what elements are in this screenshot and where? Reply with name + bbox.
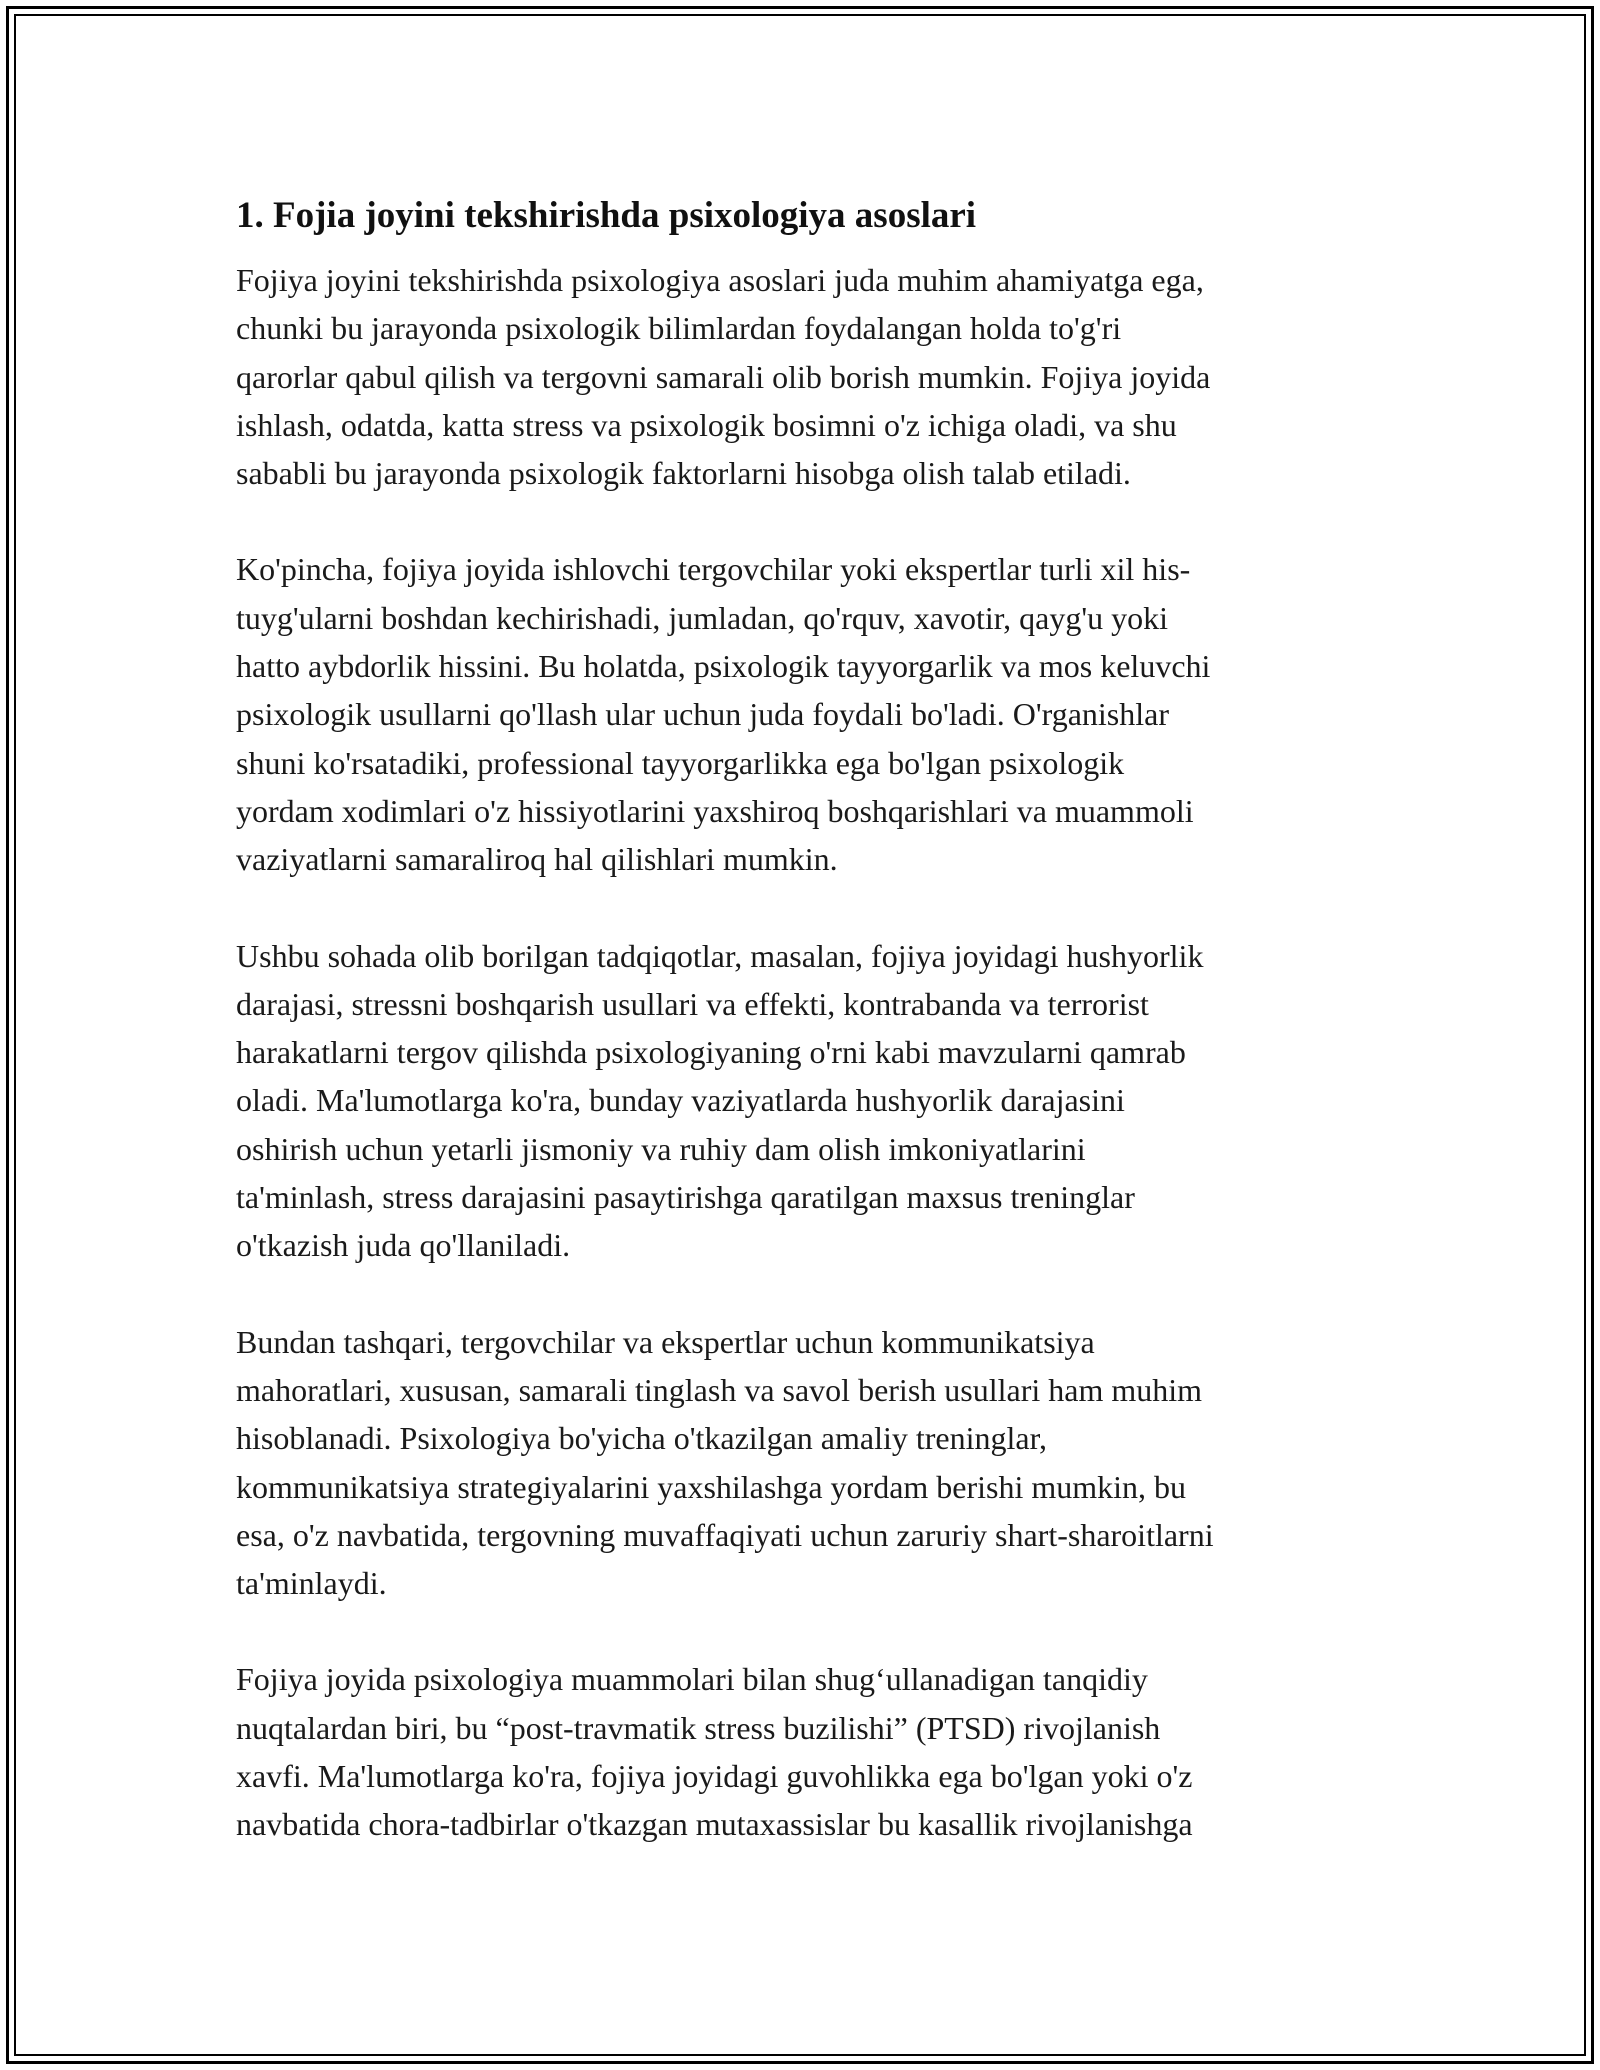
- text-line: o'tkazish juda qo'llaniladi.: [236, 1227, 571, 1264]
- text-line: esa, o'z navbatida, tergovning muvaffaqiyati uchun zaruriy shart-sharoitlarni: [236, 1516, 1214, 1553]
- paragraph-3: [236, 932, 1366, 1270]
- text-line: mahoratlari, xususan, samarali tinglash va savol berish usullari ham muhim: [236, 1371, 1203, 1408]
- text-line: sababli bu jarayonda psixologik faktorlarni hisobga olish talab etiladi.: [236, 455, 1131, 492]
- text-line: Fojiya joyida psixologiya muammolari bilan shug‘ullanadigan tanqidiy: [236, 1661, 1148, 1698]
- text-line: vaziyatlarni samaraliroq hal qilishlari mumkin.: [236, 841, 838, 878]
- text-line: Bundan tashqari, tergovchilar va ekspertlar uchun kommunikatsiya: [236, 1323, 1095, 1360]
- text-line: hatto aybdorlik hissini. Bu holatda, psixologik tayyorgarlik va mos keluvchi: [236, 648, 1211, 685]
- text-line: xavfi. Ma'lumotlarga ko'ra, fojiya joyidagi guvohlikka ega bo'lgan yoki o'z: [236, 1758, 1193, 1795]
- text-line: Ko'pincha, fojiya joyida ishlovchi tergovchilar yoki ekspertlar turli xil his-: [236, 551, 1191, 588]
- paragraph-5: [236, 1655, 1366, 1848]
- text-line: Ushbu sohada olib borilgan tadqiqotlar, masalan, fojiya joyidagi hushyorlik: [236, 937, 1204, 974]
- text-line: yordam xodimlari o'z hissiyotlarini yaxshiroq boshqarishlari va muammoli: [236, 792, 1194, 829]
- text-line: oshirish uchun yetarli jismoniy va ruhiy dam olish imkoniyatlarini: [236, 1130, 1086, 1167]
- paragraph-2: [236, 545, 1366, 883]
- text-line: navbatida chora-tadbirlar o'tkazgan mutaxassislar bu kasallik rivojlanishga: [236, 1806, 1193, 1843]
- text-line: Fojiya joyini tekshirishda psixologiya asoslari juda muhim ahamiyatga ega,: [236, 262, 1204, 298]
- text-line: psixologik usullarni qo'llash ular uchun juda foydali bo'ladi. O'rganishlar: [236, 696, 1169, 733]
- text-line: ishlash, odatda, katta stress va psixologik bosimni o'z ichiga oladi, va shu: [236, 406, 1177, 443]
- document-body: [236, 188, 1366, 1897]
- text-line: tuyg'ularni boshdan kechirishadi, jumladan, qo'rquv, xavotir, qayg'u yoki: [236, 599, 1168, 636]
- paragraph-4: [236, 1318, 1366, 1608]
- text-line: kommunikatsiya strategiyalarini yaxshilashga yordam berishi mumkin, bu: [236, 1468, 1187, 1505]
- text-line: darajasi, stressni boshqarish usullari va effekti, kontrabanda va terrorist: [236, 985, 1149, 1022]
- text-line: shuni ko'rsatadiki, professional tayyorgarlikka ega bo'lgan psixologik: [236, 744, 1125, 781]
- text-line: hisoblanadi. Psixologiya bo'yicha o'tkazilgan amaliy treninglar,: [236, 1420, 1047, 1457]
- text-line: oladi. Ma'lumotlarga ko'ra, bunday vaziyatlarda hushyorlik darajasini: [236, 1082, 1125, 1119]
- text-line: ta'minlash, stress darajasini pasaytirishga qaratilgan maxsus treninglar: [236, 1179, 1135, 1216]
- paragraph-1: [236, 256, 1366, 497]
- text-line: nuqtalardan biri, bu “post-travmatik stress buzilishi” (PTSD) rivojlanish: [236, 1709, 1161, 1746]
- text-line: chunki bu jarayonda psixologik bilimlardan foydalangan holda to'g'ri: [236, 310, 1122, 347]
- section-heading: 1. Fojia joyini tekshirishda psixologiya asoslari: [236, 195, 977, 236]
- text-line: harakatlarni tergov qilishda psixologiyaning o'rni kabi mavzularni qamrab: [236, 1034, 1186, 1071]
- text-line: ta'minlaydi.: [236, 1565, 387, 1602]
- text-line: qarorlar qabul qilish va tergovni samarali olib borish mumkin. Fojiya joyida: [236, 358, 1211, 395]
